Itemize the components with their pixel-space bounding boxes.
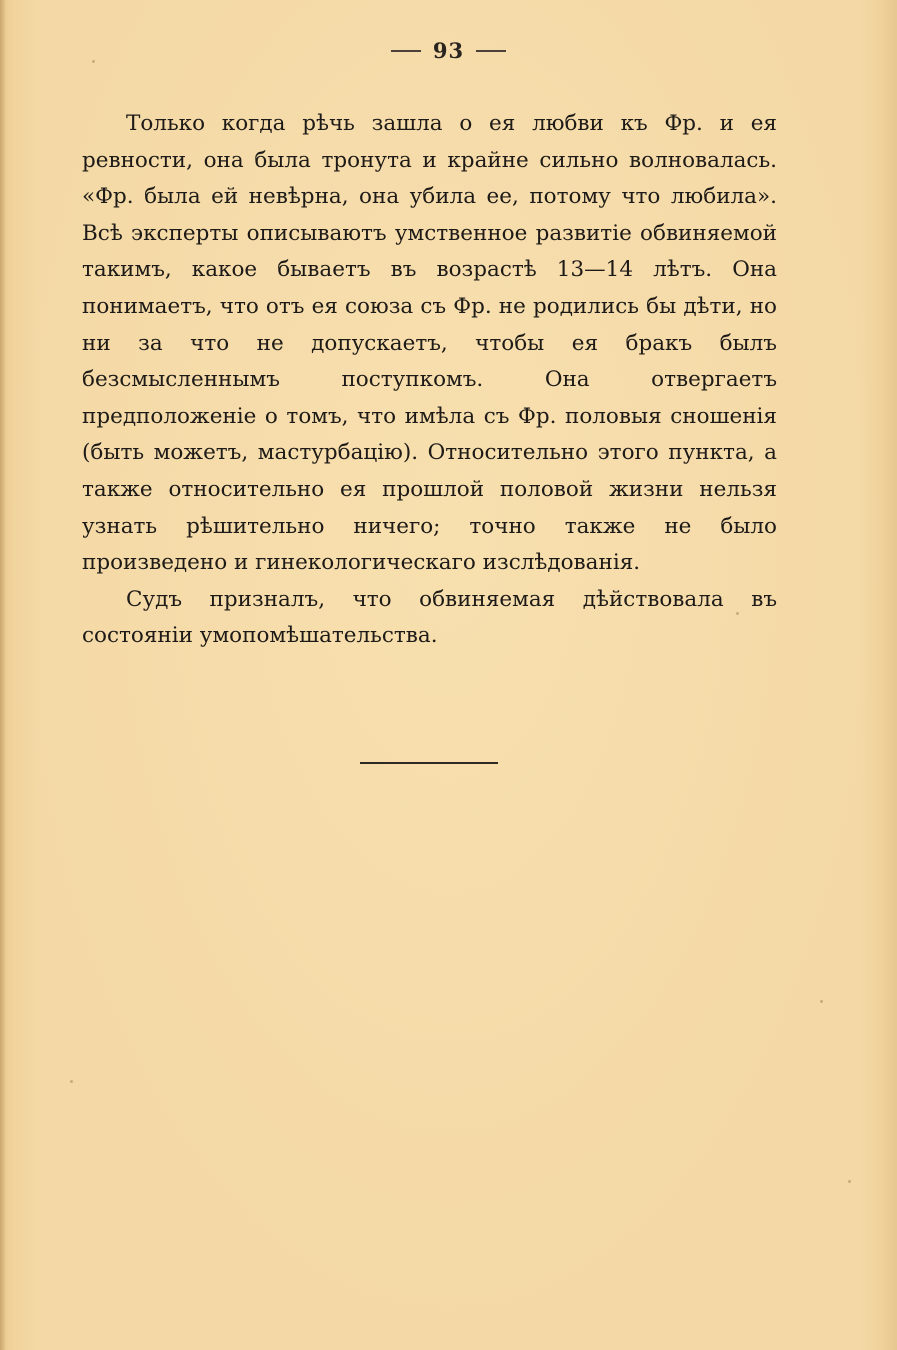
- header-dash-right: [476, 50, 506, 52]
- paragraph: Только когда рѣчь зашла о ея любви къ Фр. и ея ревности, она была тронута и крайне сильно волновалась. «Фр. была ей невѣрна, она убила ее, потому что любила». Всѣ эксперты описываютъ умственное развитіе обвиняемой такимъ, какое бываетъ въ возрастѣ 13—14 лѣтъ. Она понимаетъ, что отъ ея союза съ Фр. не родились бы дѣти, но ни за что не допускаетъ, чтобы ея бракъ былъ безсмысленнымъ поступкомъ. Она отвергаетъ предположеніе о томъ, что имѣла съ Фр. половыя сношенія (быть можетъ, мастурбацію). Относительно этого пункта, а также относительно ея прошлой половой жизни нельзя узнать рѣшительно ничего; точно также не было произведено и гинекологическаго изслѣдованія.: [82, 111, 777, 576]
- header-dash-left: [391, 50, 421, 52]
- page-spine-shadow: [0, 0, 6, 1350]
- page-header: [0, 38, 897, 63]
- page-number: 93: [432, 38, 465, 63]
- paper-speck: [848, 1180, 851, 1183]
- paper-speck: [820, 1000, 823, 1003]
- paper-speck: [70, 1080, 73, 1083]
- paper-speck: [92, 60, 95, 63]
- section-end-rule: [360, 762, 498, 764]
- paragraph: Судъ призналъ, что обвиняемая дѣйствовала въ состояніи умопомѣшательства.: [82, 586, 777, 649]
- paper-speck: [736, 612, 739, 615]
- body-text: [82, 106, 777, 655]
